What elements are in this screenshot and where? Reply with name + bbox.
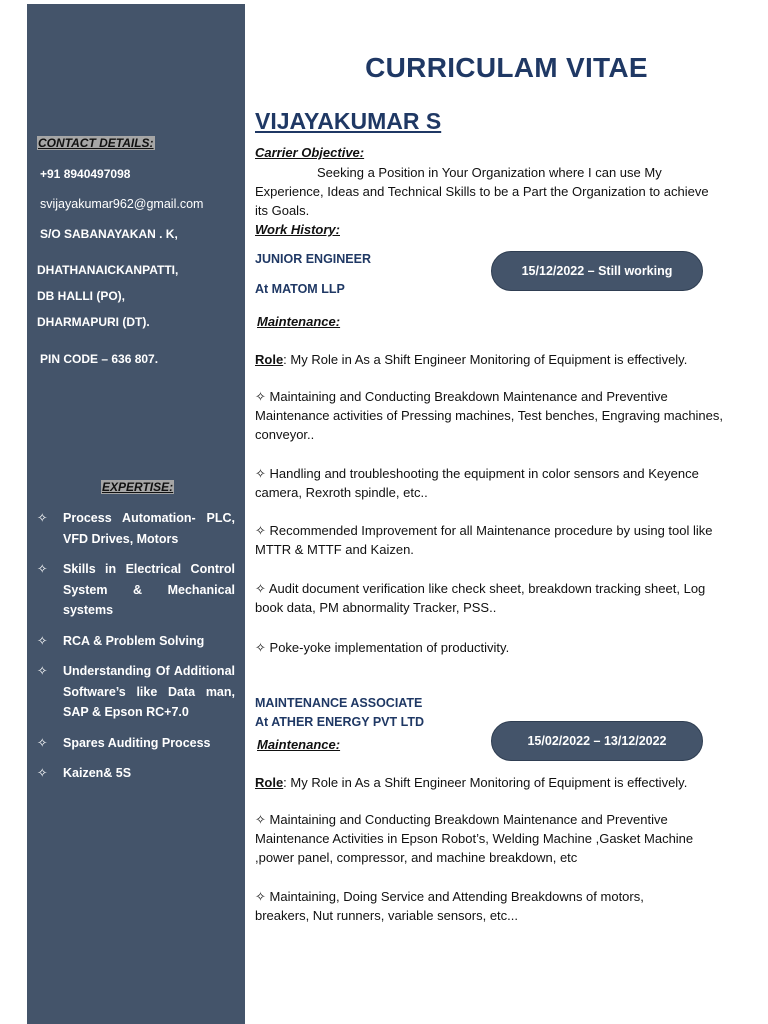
list-item: ✧ Spares Auditing Process bbox=[37, 733, 235, 754]
list-item: ✧ Skills in Electrical Control System & Mechanical systems bbox=[37, 559, 235, 621]
list-item: ✧ Handling and troubleshooting the equipment in color sensors and Keyence camera, Rexroth spindle, etc.. bbox=[255, 466, 699, 500]
bullet-icon: ✧ bbox=[255, 389, 266, 404]
job-company: At ATHER ENERGY PVT LTD bbox=[255, 715, 424, 729]
list-item: ✧ Poke-yoke implementation of productivity. bbox=[255, 640, 510, 655]
job-dates-badge: 15/12/2022 – Still working bbox=[491, 251, 703, 291]
list-item: ✧ Maintaining, Doing Service and Attending Breakdowns of motors, breakers, Nut runners, variable sensors, etc... bbox=[255, 889, 644, 923]
bullet-icon: ✧ bbox=[37, 664, 48, 678]
list-item: ✧ Maintaining and Conducting Breakdown Maintenance and Preventive Maintenance Activities in Epson Robot’s, Welding Machine ,Gasket Machine ,power panel, compressor, and machine breakdown, etc bbox=[255, 812, 694, 865]
bullet-icon: ✧ bbox=[255, 581, 266, 596]
list-item: ✧ Recommended Improvement for all Maintenance procedure by using tool like MTTR & MTTF and Kaizen. bbox=[255, 523, 713, 557]
bullet-icon: ✧ bbox=[255, 889, 266, 904]
list-item: ✧ Maintaining and Conducting Breakdown Maintenance and Preventive Maintenance activities of Pressing machines, Test benches, Engraving machines, conveyor.. bbox=[255, 389, 724, 442]
bullet-icon: ✧ bbox=[255, 523, 266, 538]
father-name: S/O SABANAYAKAN . K, bbox=[40, 227, 178, 241]
section-heading: Maintenance: bbox=[257, 737, 341, 752]
objective-heading: Carrier Objective: bbox=[255, 145, 365, 160]
job-company: At MATOM LLP bbox=[255, 282, 345, 296]
email-address: svijayakumar962@gmail.com bbox=[40, 197, 204, 211]
contact-heading: CONTACT DETAILS: bbox=[38, 136, 154, 150]
phone-number: +91 8940497098 bbox=[40, 167, 131, 181]
bullet-icon: ✧ bbox=[255, 812, 266, 827]
expertise-list bbox=[37, 508, 235, 794]
role-line: Role: My Role in As a Shift Engineer Monitoring of Equipment is effectively. bbox=[255, 775, 688, 790]
list-item: ✧ Audit document verification like check sheet, breakdown tracking sheet, Log book data, PM abnormality Tracker, PSS.. bbox=[255, 581, 706, 615]
bullet-icon: ✧ bbox=[37, 511, 48, 525]
job-title: MAINTENANCE ASSOCIATE bbox=[255, 696, 423, 710]
objective-text: Seeking a Position in Your Organization where I can use My Experience, Ideas and Technical Skills to be a Part the Organization to achieve its Goals. bbox=[255, 165, 709, 218]
bullet-icon: ✧ bbox=[37, 735, 48, 750]
bullet-icon: ✧ bbox=[37, 766, 48, 780]
bullet-icon: ✧ bbox=[255, 640, 266, 655]
bullet-icon: ✧ bbox=[255, 466, 266, 481]
job-dates-badge: 15/02/2022 – 13/12/2022 bbox=[491, 721, 703, 761]
list-item: ✧ RCA & Problem Solving bbox=[37, 631, 235, 652]
list-item: ✧ Kaizen& 5S bbox=[37, 763, 235, 784]
section-heading: Maintenance: bbox=[257, 314, 341, 329]
bullet-icon: ✧ bbox=[37, 562, 48, 576]
bullet-icon: ✧ bbox=[37, 633, 48, 648]
list-item: ✧ Process Automation- PLC, VFD Drives, Motors bbox=[37, 508, 235, 549]
page-title: CURRICULAM VITAE bbox=[365, 52, 648, 83]
job-title: JUNIOR ENGINEER bbox=[255, 252, 371, 266]
expertise-heading: EXPERTISE: bbox=[102, 480, 174, 494]
address-line-1: DHATHANAICKANPATTI, bbox=[37, 263, 179, 277]
pin-code: PIN CODE – 636 807. bbox=[40, 352, 159, 366]
address-line-2: DB HALLI (PO), bbox=[37, 289, 125, 303]
candidate-name: VIJAYAKUMAR S bbox=[255, 108, 442, 134]
role-line: Role: My Role in As a Shift Engineer Monitoring of Equipment is effectively. bbox=[255, 352, 688, 367]
address-line-3: DHARMAPURI (DT). bbox=[37, 315, 150, 329]
work-history-heading: Work History: bbox=[255, 222, 340, 237]
list-item: ✧ Understanding Of Additional Software’s like Data man, SAP & Epson RC+7.0 bbox=[37, 661, 235, 723]
